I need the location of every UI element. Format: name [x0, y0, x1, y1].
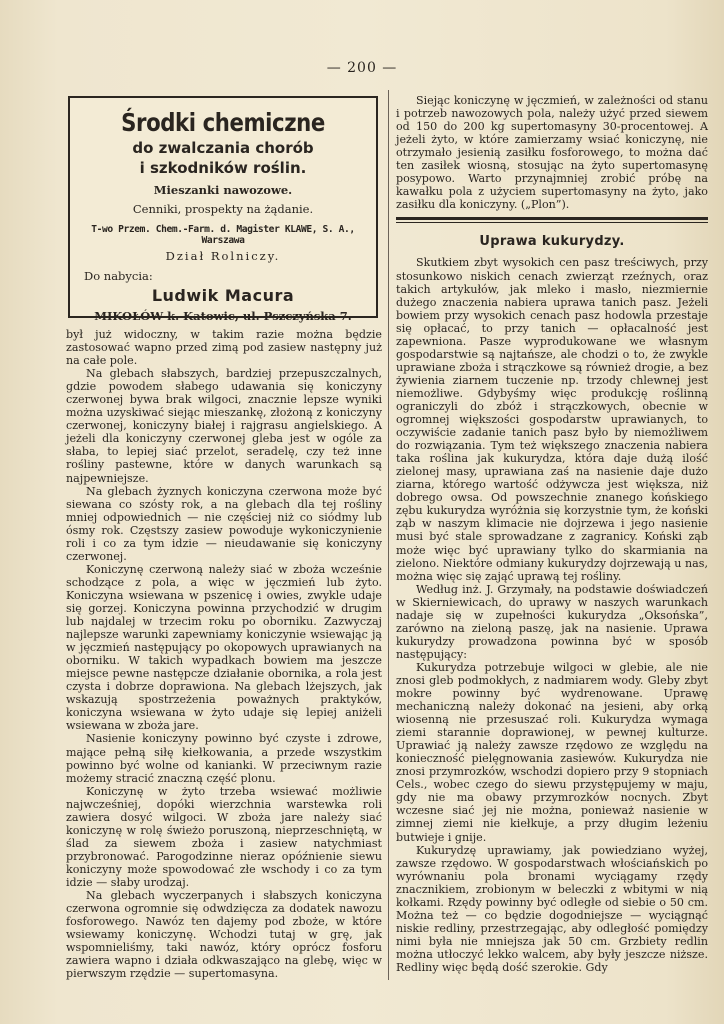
- ad-seller-address: MIKOŁÓW k. Katowic, ul. Pszczyńska 7.: [94, 309, 352, 323]
- section-rule-thick: [396, 217, 708, 220]
- left-paragraph: Nasienie koniczyny powinno być czyste i zdrowe, mające pełną siłę kiełkowania, a przede wszystkim powinno być wolne od kanianki. W przeciwnym razie możemy stracić znaczną część plonu.: [66, 732, 382, 785]
- ad-department: Dział Rolniczy.: [165, 249, 281, 263]
- right-paragraph: Według inż. J. Grzymały, na podstawie doświadczeń w Skierniewicach, do uprawy w naszych warunkach nadaje się w zupełności kukurydza „Oksońska”, zarówno na zieloną paszę, jak na nasienie. Uprawa kukurydzy prowadzona powinna być w sposób następujący:: [396, 582, 708, 661]
- ad-title: Środki chemiczne: [121, 108, 325, 137]
- article-heading: Uprawa kukurydzy.: [479, 234, 625, 250]
- ad-seller-name: Ludwik Macura: [151, 286, 295, 305]
- left-paragraph: Na glebach żyznych koniczyna czerwona może być siewana co szósty rok, a na glebach dla tej rośliny mniej odpowiednich — nie częściej niż co siódmy lub ósmy rok. Częstszy zasiew powoduje wykoniczynienie roli i co za tym idzie — nieudawanie się koniczyny czerwonej.: [66, 484, 382, 563]
- ad-mixtures: Mieszanki nawozowe.: [153, 183, 293, 197]
- left-paragraph: Koniczynę w żyto trzeba wsiewać możliwie najwcześniej, dopóki wierzchnia warstewka roli zawiera dosyć wilgoci. W zboża jare należy siać koniczynę w rolę świeżo poruszoną, nieprzeschniętą, w ślad za siewem zboża i zasiew natychmiast przybronować. Parogodzinne nieraz opóźnienie siewu koniczyny może spowodować złe wschody i co za tym idzie — słaby urodzaj.: [66, 784, 382, 889]
- left-paragraph: był już widoczny, w takim razie można będzie zastosować wapno przed zimą pod zasiew następny już na całe pole.: [66, 328, 382, 368]
- left-paragraph: Na glebach słabszych, bardziej przepuszczalnych, gdzie powodem słabego udawania się koniczyny czerwonej bywa brak wilgoci, znacznie lepsze wyniki można uzyskiwać siejąc mieszankę, złożoną z koniczyny czerwonej, koniczyny białej i rajgrasu angielskiego. A jeżeli dla koniczyny czerwonej gleba jest w ogóle za słaba, to lepiej siać przelot, seradelę, czy też inne rośliny pastewne, które w danych warunkach są najpewniejsze.: [66, 367, 382, 485]
- ad-subtitle-2: i szkodników roślin.: [139, 159, 307, 177]
- ad-subtitle-1: do zwalczania chorób: [132, 139, 314, 157]
- left-paragraph: Koniczynę czerwoną należy siać w zboża wcześnie schodzące z pola, a więc w jęczmień lub żyto. Koniczyna wsiewana w pszenicę i owies, zwykle udaje się gorzej. Koniczyna powinna przychodzić w drugim lub najdalej w trzecim roku po oborniku. Zazwyczaj najlepsze warunki zapewniamy koniczynie wsiewając ją w jęczmień następujący po okopowych uprawianych na oborniku. W takich wypadkach bowiem ma jeszcze miejsce pewne następcze działanie obornika, a rola jest czysta i dobrze doprawiona. Na glebach lżejszych, jak wskazują spostrzeżenia poważnych praktyków, koniczyna wsiewana w żyto udaje się lepiej aniżeli wsiewana w zboża jare.: [66, 562, 382, 733]
- ad-info: Cenniki, prospekty na żądanie.: [132, 202, 314, 216]
- right-paragraph: Skutkiem zbyt wysokich cen pasz treściwych, przy stosunkowo niskich cenach zwierząt rzeźnych, oraz takich artykułów, jak mleko i masło, niezmiernie dużego znaczenia nabiera uprawa tanich pasz. Jeżeli bowiem przy wysokich cenach pasz hodowla przestaje się opłacać, to przy tanich — opłacalność jest zapewniona. Pasze wyprodukowane we własnym gospodarstwie są najtańsze, ale chodzi o to, że zwykle uprawiane zboża i strączkowe są również drogie, a bez żywienia ziarnem tuczenie np. trzody chlewnej jest niemożliwe. Gdybyśmy więc produkcję roślinną ograniczyli do zbóż i strączkowych, obecnie w ogromnej większości gospodarstw uprawianych, to oczywiście zadanie tanich pasz było by niemożliwem do rozwiązania. Tym też większego znaczenia nabiera taka roślina jak kukurydza, która daje dużą ilość zielonej masy, uprawiana zaś na nasienie daje dużo ziarna, którego wartość odżywcza jest większa, niż dobrego owsa. Od powszechnie znanego końskiego zębu kukurydza wyróżnia się korzystnie tym, że koński ząb w naszym klimacie nie dojrzewa i jego nasienie musi być stale sprowadzane z zagranicy. Koński ząb może więc być uprawiany tylko do skarmiania na zielono. Niektóre odmiany kukurydzy dojrzewają u nas, można więc się zająć uprawą tej rośliny.: [396, 256, 708, 583]
- ad-buy-label: Do nabycia:: [84, 269, 153, 283]
- page-number: — 200 —: [326, 60, 398, 76]
- column-divider: [388, 90, 389, 980]
- right-paragraph: Kukurydzę uprawiamy, jak powiedziano wyżej, zawsze rzędowo. W gospodarstwach włościańskich po wyrównaniu pola bronami wyciągamy rzędy znacznikiem, zrobionym w beleczki z wbitymi w nią kołkami. Rzędy powinny być odległe od siebie o 50 cm. Można też — co będzie dogodniejsze — wyciągnąć niskie redliny, przestrzegając, aby odległość pomiędzy nimi była nie mniejsza jak 50 cm. Grzbiety redlin można utłoczyć lekko walcem, aby były jeszcze niższe. Redliny więc będą dość szerokie. Gdy: [396, 843, 708, 974]
- section-rule-thin: [396, 222, 708, 223]
- ad-firm: T-wo Przem. Chem.-Farm. d. Magister KLAWE, S. A., Warszawa: [91, 224, 355, 246]
- right-paragraph: Kukurydza potrzebuje wilgoci w glebie, ale nie znosi gleb podmokłych, z nadmiarem wody. Gleby zbyt mokre powinny być wydrenowane. Uprawę mechaniczną należy dokonać na jesieni, aby orką wiosenną nie przesuszać roli. Kukurydza wymaga ziemi starannie doprawionej, w pewnej kulturze. Uprawiać ją należy zawsze rzędowo ze względu na konieczność pielęgnowania zasiewów. Kukurydza nie znosi przymrozków, wschodzi dopiero przy 9 stopniach Cels., wobec czego do siewu przystępujemy w maju, gdy nie ma obawy przymrozków nocnych. Zbyt wczesne siać jej nie można, ponieważ nasienie w zimnej ziemi nie kiełkuje, a przy długim leżeniu butwieje i gnije.: [396, 660, 708, 844]
- right-column: [396, 94, 708, 974]
- advertisement-box: [68, 96, 378, 323]
- right-top-paragraph: Siejąc koniczynę w jęczmień, w zależności od stanu i potrzeb nawozowych pola, należy użyć przed siewem od 150 do 200 kg supertomasyny 30-procentowej. A jeżeli żyto, w które zamierzamy wsiać koniczynę, nie otrzymało jesienią zasiłku fosforowego, to można dać ten zasiłek wiosną, stosując na żyto supertomasynę posypowo. Warto przynajmniej zrobić próbę na kawałku pola z użyciem supertomasyny na żyto, jako zasiłku dla koniczyny. („Plon”).: [396, 94, 708, 212]
- left-paragraph: Na glebach wyczerpanych i słabszych koniczyna czerwona ogromnie się odwdzięcza za dodatek nawozu fosforowego. Nawóz ten dajemy pod zboże, w które wsiewamy koniczynę. Wchodzi tutaj w grę, jak wspomnieliśmy, taki nawóz, który oprócz fosforu zawiera wapno i działa odkwaszająco na glebę, więc w pierwszym rzędzie — supertomasyna.: [66, 889, 382, 981]
- left-column: [66, 328, 382, 980]
